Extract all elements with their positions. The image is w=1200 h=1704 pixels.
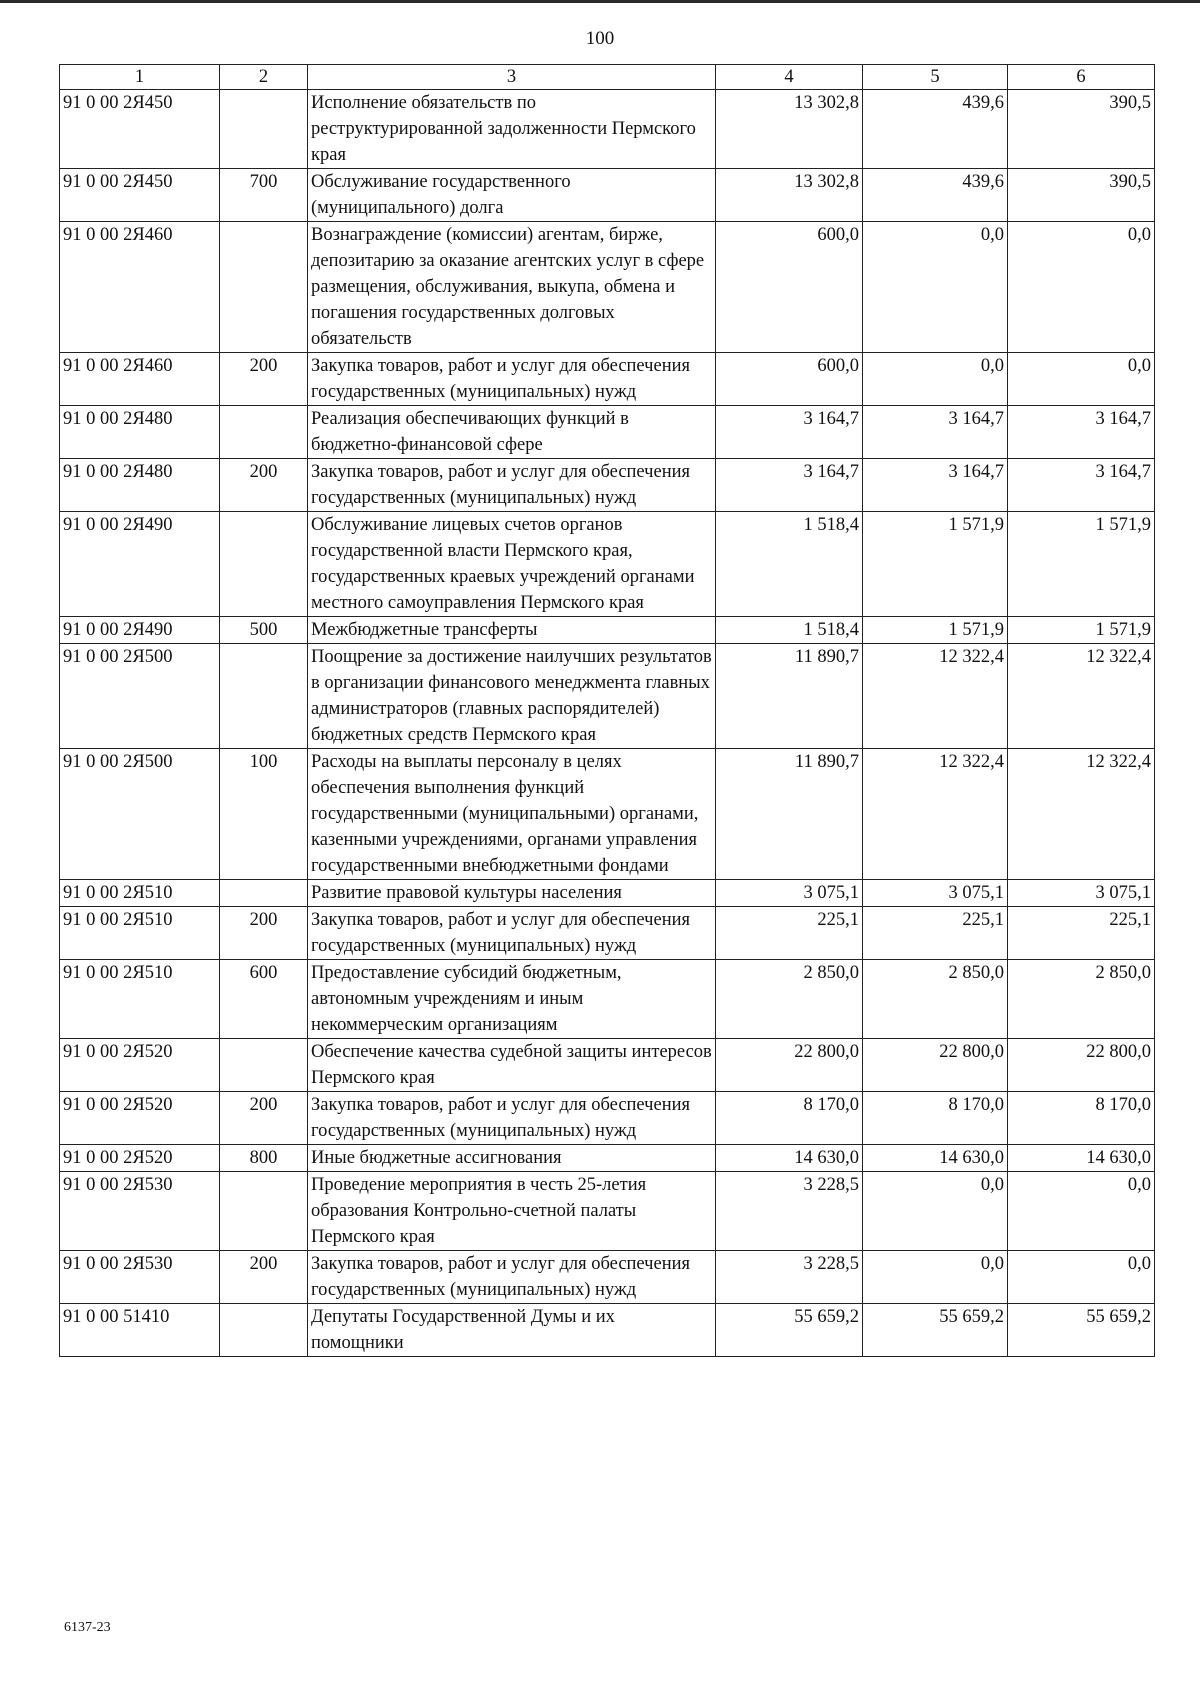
- expense-item-name: Обслуживание лицевых счетов органов государственной власти Пермского края, государственных краевых учреждений органами местного самоуправления Пермского края: [308, 512, 716, 617]
- amount-col5: 0,0: [863, 1251, 1008, 1304]
- expense-item-name: Депутаты Государственной Думы и их помощники: [308, 1304, 716, 1357]
- amount-col6: 390,5: [1008, 90, 1155, 169]
- expense-type-code: 600: [220, 960, 308, 1039]
- amount-col5: 0,0: [863, 353, 1008, 406]
- budget-classification-code: 91 0 00 2Я500: [60, 644, 220, 749]
- amount-col4: 3 164,7: [716, 406, 863, 459]
- amount-col5: 12 322,4: [863, 749, 1008, 880]
- amount-col4: 1 518,4: [716, 512, 863, 617]
- expense-item-name: Межбюджетные трансферты: [308, 617, 716, 644]
- expense-type-code: [220, 90, 308, 169]
- budget-classification-code: 91 0 00 2Я520: [60, 1145, 220, 1172]
- amount-col4: 3 228,5: [716, 1251, 863, 1304]
- amount-col4: 11 890,7: [716, 749, 863, 880]
- amount-col6: 1 571,9: [1008, 617, 1155, 644]
- table-header-row: [60, 65, 1155, 90]
- table-row: [60, 1251, 1155, 1304]
- budget-classification-code: 91 0 00 2Я460: [60, 222, 220, 353]
- budget-classification-code: 91 0 00 2Я510: [60, 960, 220, 1039]
- expense-item-name: Закупка товаров, работ и услуг для обеспечения государственных (муниципальных) нужд: [308, 907, 716, 960]
- budget-classification-code: 91 0 00 2Я510: [60, 880, 220, 907]
- column-header: 4: [716, 65, 863, 90]
- expense-type-code: [220, 1304, 308, 1357]
- amount-col6: 3 075,1: [1008, 880, 1155, 907]
- expense-type-code: 800: [220, 1145, 308, 1172]
- amount-col4: 1 518,4: [716, 617, 863, 644]
- amount-col6: 0,0: [1008, 1251, 1155, 1304]
- table-row: [60, 617, 1155, 644]
- amount-col5: 12 322,4: [863, 644, 1008, 749]
- amount-col5: 439,6: [863, 90, 1008, 169]
- expense-type-code: 200: [220, 353, 308, 406]
- expense-item-name: Предоставление субсидий бюджетным, автономным учреждениям и иным некоммерческим организациям: [308, 960, 716, 1039]
- amount-col5: 439,6: [863, 169, 1008, 222]
- table-row: [60, 406, 1155, 459]
- amount-col6: 8 170,0: [1008, 1092, 1155, 1145]
- expense-type-code: [220, 1172, 308, 1251]
- expense-type-code: 700: [220, 169, 308, 222]
- budget-classification-code: 91 0 00 2Я500: [60, 749, 220, 880]
- budget-classification-code: 91 0 00 2Я530: [60, 1172, 220, 1251]
- amount-col6: 2 850,0: [1008, 960, 1155, 1039]
- expense-item-name: Закупка товаров, работ и услуг для обеспечения государственных (муниципальных) нужд: [308, 1251, 716, 1304]
- amount-col6: 225,1: [1008, 907, 1155, 960]
- table-body: [60, 90, 1155, 1357]
- amount-col4: 8 170,0: [716, 1092, 863, 1145]
- expense-item-name: Закупка товаров, работ и услуг для обеспечения государственных (муниципальных) нужд: [308, 459, 716, 512]
- table-row: [60, 459, 1155, 512]
- amount-col5: 225,1: [863, 907, 1008, 960]
- expense-item-name: Иные бюджетные ассигнования: [308, 1145, 716, 1172]
- document-footer-code: 6137-23: [64, 1620, 111, 1635]
- table-row: [60, 960, 1155, 1039]
- amount-col6: 12 322,4: [1008, 644, 1155, 749]
- expense-item-name: Вознаграждение (комиссии) агентам, бирже, депозитарию за оказание агентских услуг в сфере размещения, обслуживания, выкупа, обмена и погашения государственных долговых обязательств: [308, 222, 716, 353]
- expense-item-name: Поощрение за достижение наилучших результатов в организации финансового менеджмента главных администраторов (главных распорядителей) бюджетных средств Пермского края: [308, 644, 716, 749]
- expense-item-name: Исполнение обязательств по реструктурированной задолженности Пермского края: [308, 90, 716, 169]
- expense-item-name: Обеспечение качества судебной защиты интересов Пермского края: [308, 1039, 716, 1092]
- amount-col4: 600,0: [716, 222, 863, 353]
- amount-col5: 1 571,9: [863, 512, 1008, 617]
- amount-col5: 55 659,2: [863, 1304, 1008, 1357]
- table-row: [60, 880, 1155, 907]
- amount-col6: 390,5: [1008, 169, 1155, 222]
- amount-col5: 3 164,7: [863, 459, 1008, 512]
- table-row: [60, 512, 1155, 617]
- expense-type-code: [220, 644, 308, 749]
- amount-col5: 0,0: [863, 222, 1008, 353]
- expense-type-code: 200: [220, 1251, 308, 1304]
- expense-item-name: Обслуживание государственного (муниципального) долга: [308, 169, 716, 222]
- table-row: [60, 222, 1155, 353]
- table-row: [60, 644, 1155, 749]
- expense-type-code: [220, 880, 308, 907]
- amount-col6: 3 164,7: [1008, 406, 1155, 459]
- amount-col5: 3 075,1: [863, 880, 1008, 907]
- budget-classification-code: 91 0 00 2Я490: [60, 617, 220, 644]
- budget-classification-code: 91 0 00 2Я450: [60, 90, 220, 169]
- expense-type-code: 500: [220, 617, 308, 644]
- expense-type-code: 200: [220, 907, 308, 960]
- amount-col5: 14 630,0: [863, 1145, 1008, 1172]
- amount-col4: 600,0: [716, 353, 863, 406]
- amount-col4: 13 302,8: [716, 90, 863, 169]
- amount-col6: 0,0: [1008, 1172, 1155, 1251]
- amount-col5: 1 571,9: [863, 617, 1008, 644]
- amount-col5: 22 800,0: [863, 1039, 1008, 1092]
- table-row: [60, 749, 1155, 880]
- amount-col4: 3 228,5: [716, 1172, 863, 1251]
- expense-type-code: 200: [220, 459, 308, 512]
- table-row: [60, 169, 1155, 222]
- amount-col4: 3 164,7: [716, 459, 863, 512]
- column-header: 5: [863, 65, 1008, 90]
- expense-type-code: [220, 512, 308, 617]
- amount-col6: 55 659,2: [1008, 1304, 1155, 1357]
- expense-type-code: [220, 1039, 308, 1092]
- amount-col4: 11 890,7: [716, 644, 863, 749]
- amount-col4: 13 302,8: [716, 169, 863, 222]
- amount-col4: 22 800,0: [716, 1039, 863, 1092]
- budget-classification-code: 91 0 00 2Я490: [60, 512, 220, 617]
- amount-col5: 8 170,0: [863, 1092, 1008, 1145]
- amount-col6: 12 322,4: [1008, 749, 1155, 880]
- amount-col4: 225,1: [716, 907, 863, 960]
- budget-classification-code: 91 0 00 2Я480: [60, 459, 220, 512]
- table-row: [60, 1172, 1155, 1251]
- column-header: 2: [220, 65, 308, 90]
- budget-classification-code: 91 0 00 51410: [60, 1304, 220, 1357]
- amount-col5: 3 164,7: [863, 406, 1008, 459]
- page-number: 100: [585, 28, 615, 49]
- table-row: [60, 1039, 1155, 1092]
- amount-col6: 22 800,0: [1008, 1039, 1155, 1092]
- table-row: [60, 90, 1155, 169]
- budget-classification-code: 91 0 00 2Я510: [60, 907, 220, 960]
- amount-col5: 0,0: [863, 1172, 1008, 1251]
- table-row: [60, 1304, 1155, 1357]
- expense-item-name: Закупка товаров, работ и услуг для обеспечения государственных (муниципальных) нужд: [308, 1092, 716, 1145]
- table-row: [60, 1145, 1155, 1172]
- amount-col5: 2 850,0: [863, 960, 1008, 1039]
- table-row: [60, 353, 1155, 406]
- budget-classification-code: 91 0 00 2Я450: [60, 169, 220, 222]
- expense-item-name: Реализация обеспечивающих функций в бюджетно-финансовой сфере: [308, 406, 716, 459]
- expense-type-code: [220, 222, 308, 353]
- amount-col6: 14 630,0: [1008, 1145, 1155, 1172]
- column-header: 1: [60, 65, 220, 90]
- column-header: 6: [1008, 65, 1155, 90]
- expense-item-name: Закупка товаров, работ и услуг для обеспечения государственных (муниципальных) нужд: [308, 353, 716, 406]
- budget-classification-code: 91 0 00 2Я530: [60, 1251, 220, 1304]
- budget-classification-code: 91 0 00 2Я460: [60, 353, 220, 406]
- amount-col4: 3 075,1: [716, 880, 863, 907]
- amount-col4: 2 850,0: [716, 960, 863, 1039]
- top-border-line: [0, 0, 1200, 3]
- expense-type-code: 200: [220, 1092, 308, 1145]
- amount-col4: 55 659,2: [716, 1304, 863, 1357]
- table-row: [60, 1092, 1155, 1145]
- amount-col6: 1 571,9: [1008, 512, 1155, 617]
- expense-item-name: Проведение мероприятия в честь 25-летия образования Контрольно-счетной палаты Пермского края: [308, 1172, 716, 1251]
- column-header: 3: [308, 65, 716, 90]
- budget-classification-code: 91 0 00 2Я520: [60, 1039, 220, 1092]
- expense-item-name: Развитие правовой культуры населения: [308, 880, 716, 907]
- budget-classification-code: 91 0 00 2Я480: [60, 406, 220, 459]
- expense-type-code: [220, 406, 308, 459]
- expense-type-code: 100: [220, 749, 308, 880]
- expense-item-name: Расходы на выплаты персоналу в целях обеспечения выполнения функций государственными (муниципальными) органами, казенными учреждениями, органами управления государственными внебюджетными фондами: [308, 749, 716, 880]
- amount-col6: 0,0: [1008, 353, 1155, 406]
- budget-table: [59, 64, 1155, 1357]
- budget-classification-code: 91 0 00 2Я520: [60, 1092, 220, 1145]
- amount-col6: 3 164,7: [1008, 459, 1155, 512]
- table-row: [60, 907, 1155, 960]
- amount-col4: 14 630,0: [716, 1145, 863, 1172]
- amount-col6: 0,0: [1008, 222, 1155, 353]
